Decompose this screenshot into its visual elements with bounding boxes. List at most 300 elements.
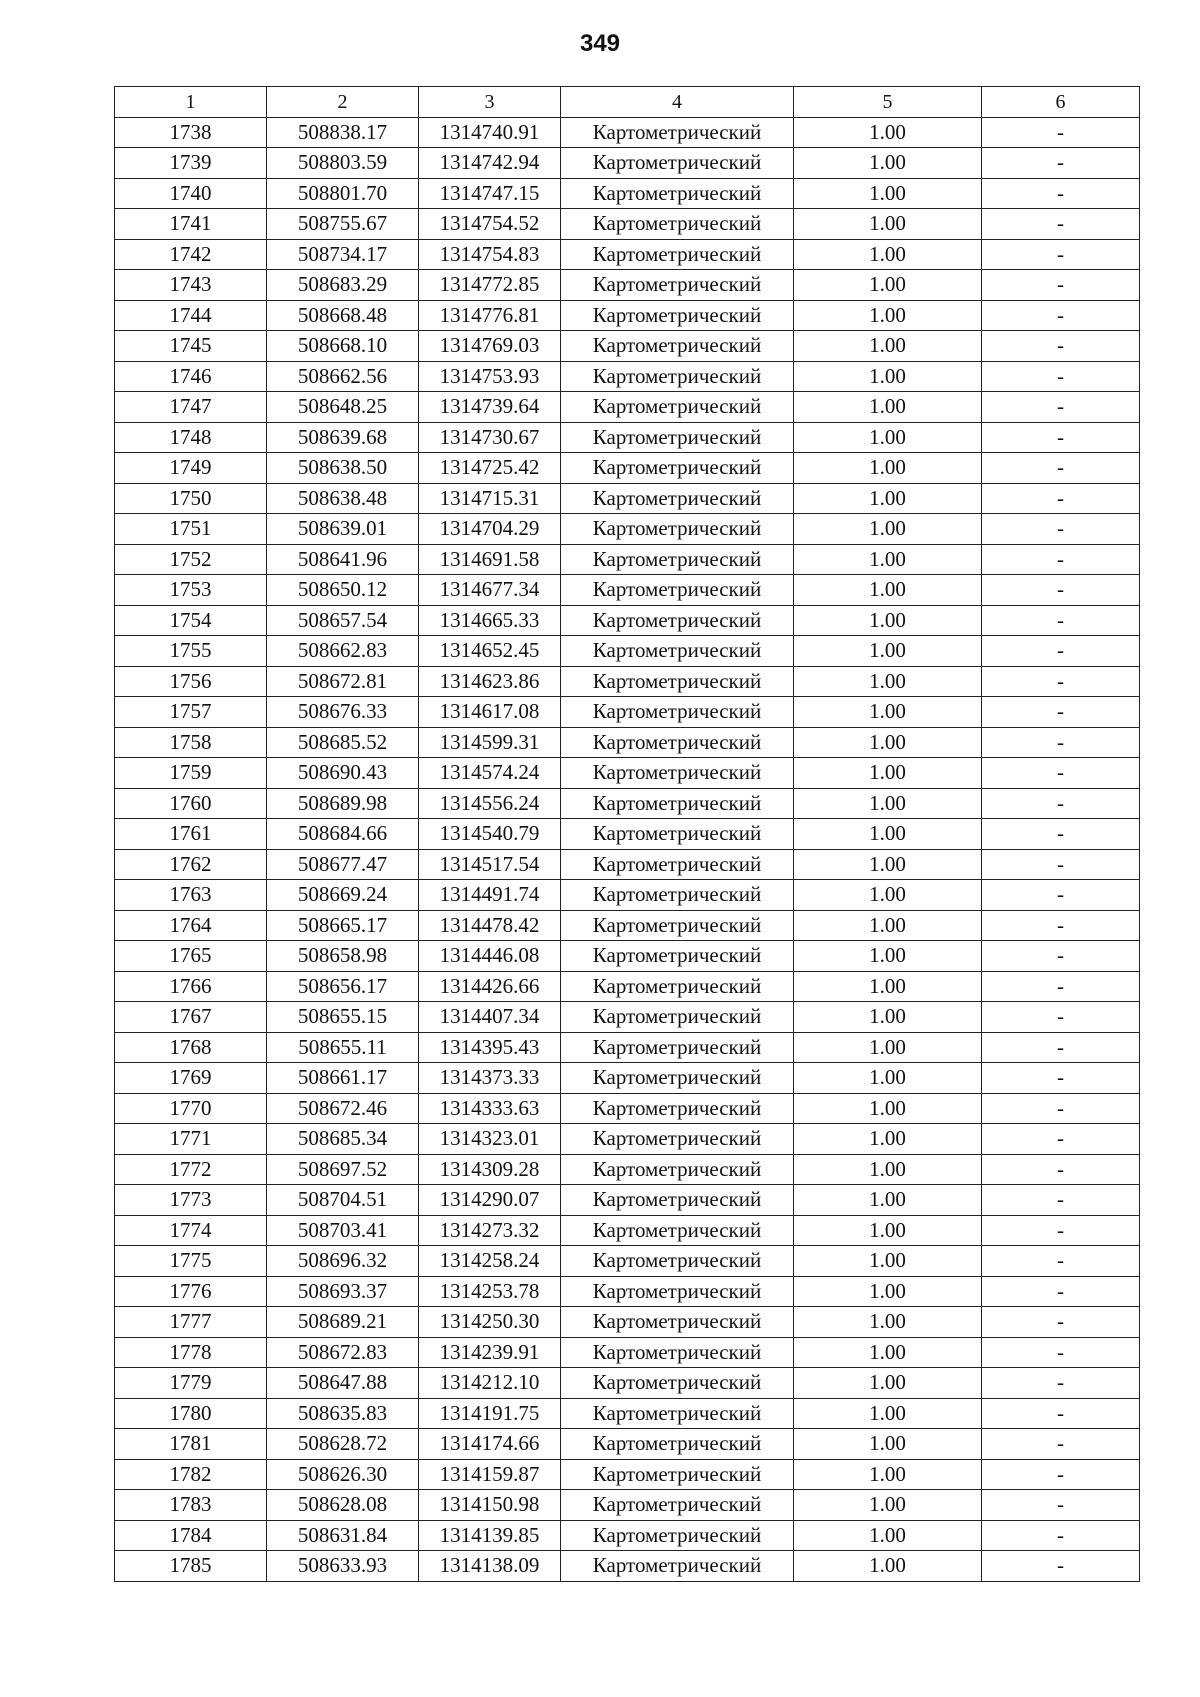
- table-cell: 1780: [115, 1398, 267, 1429]
- table-row: [115, 270, 1140, 301]
- table-cell: 508665.17: [267, 910, 419, 941]
- table-cell: Картометрический: [561, 1368, 794, 1399]
- table-body: [115, 117, 1140, 1581]
- table-cell: Картометрический: [561, 117, 794, 148]
- table-cell: 1751: [115, 514, 267, 545]
- table-cell: 1785: [115, 1551, 267, 1582]
- table-cell: 1314212.10: [419, 1368, 561, 1399]
- table-cell: 1782: [115, 1459, 267, 1490]
- table-cell: 508657.54: [267, 605, 419, 636]
- table-cell: 1.00: [794, 209, 982, 240]
- table-cell: 508693.37: [267, 1276, 419, 1307]
- table-cell: 1755: [115, 636, 267, 667]
- table-cell: 1765: [115, 941, 267, 972]
- table-cell: -: [982, 1368, 1140, 1399]
- column-header: 1: [115, 87, 267, 118]
- table-row: [115, 1002, 1140, 1033]
- table-cell: Картометрический: [561, 1093, 794, 1124]
- table-cell: Картометрический: [561, 331, 794, 362]
- table-row: [115, 971, 1140, 1002]
- table-cell: -: [982, 1307, 1140, 1338]
- table-cell: 1.00: [794, 117, 982, 148]
- table-cell: -: [982, 605, 1140, 636]
- table-cell: 1760: [115, 788, 267, 819]
- table-row: [115, 178, 1140, 209]
- table-cell: 1.00: [794, 941, 982, 972]
- table-cell: Картометрический: [561, 758, 794, 789]
- table-cell: 508684.66: [267, 819, 419, 850]
- table-cell: Картометрический: [561, 1063, 794, 1094]
- table-cell: 1314373.33: [419, 1063, 561, 1094]
- table-cell: 1748: [115, 422, 267, 453]
- table-cell: 1.00: [794, 1307, 982, 1338]
- table-cell: 508703.41: [267, 1215, 419, 1246]
- table-row: [115, 1185, 1140, 1216]
- page-number: 349: [579, 30, 621, 57]
- table-cell: 508639.01: [267, 514, 419, 545]
- table-cell: 1314740.91: [419, 117, 561, 148]
- table-cell: 1314715.31: [419, 483, 561, 514]
- table-row: [115, 1490, 1140, 1521]
- table-cell: 1314426.66: [419, 971, 561, 1002]
- table-cell: -: [982, 697, 1140, 728]
- table-cell: -: [982, 392, 1140, 423]
- table-row: [115, 1368, 1140, 1399]
- table-cell: 508631.84: [267, 1520, 419, 1551]
- table-row: [115, 1520, 1140, 1551]
- table-cell: 508672.81: [267, 666, 419, 697]
- table-cell: 508690.43: [267, 758, 419, 789]
- table-cell: 1.00: [794, 1215, 982, 1246]
- table-cell: -: [982, 1032, 1140, 1063]
- table-cell: 1766: [115, 971, 267, 1002]
- table-cell: 1.00: [794, 1551, 982, 1582]
- table-cell: -: [982, 148, 1140, 179]
- table-cell: 1.00: [794, 1398, 982, 1429]
- table-cell: Картометрический: [561, 1185, 794, 1216]
- table-cell: -: [982, 971, 1140, 1002]
- table-cell: 1314250.30: [419, 1307, 561, 1338]
- table-cell: Картометрический: [561, 1551, 794, 1582]
- table-cell: Картометрический: [561, 1398, 794, 1429]
- table-cell: 1767: [115, 1002, 267, 1033]
- table-cell: 1314174.66: [419, 1429, 561, 1460]
- table-cell: 1.00: [794, 544, 982, 575]
- table-cell: 1.00: [794, 1276, 982, 1307]
- table-cell: Картометрический: [561, 636, 794, 667]
- table-cell: 1314772.85: [419, 270, 561, 301]
- table-row: [115, 697, 1140, 728]
- table-cell: -: [982, 788, 1140, 819]
- table-cell: 1.00: [794, 239, 982, 270]
- table-cell: -: [982, 636, 1140, 667]
- table-cell: 1314556.24: [419, 788, 561, 819]
- table-cell: -: [982, 1215, 1140, 1246]
- table-cell: 508658.98: [267, 941, 419, 972]
- table-cell: 1753: [115, 575, 267, 606]
- table-cell: -: [982, 1063, 1140, 1094]
- table-cell: -: [982, 1337, 1140, 1368]
- table-cell: 1.00: [794, 788, 982, 819]
- table-cell: 1.00: [794, 270, 982, 301]
- table-cell: 1314407.34: [419, 1002, 561, 1033]
- table-cell: Картометрический: [561, 422, 794, 453]
- table-cell: 1779: [115, 1368, 267, 1399]
- table-cell: 1759: [115, 758, 267, 789]
- table-cell: 1.00: [794, 1490, 982, 1521]
- table-cell: 508755.67: [267, 209, 419, 240]
- table-cell: 1784: [115, 1520, 267, 1551]
- table-cell: Картометрический: [561, 727, 794, 758]
- table-cell: 1314691.58: [419, 544, 561, 575]
- table-cell: 1314677.34: [419, 575, 561, 606]
- table-cell: Картометрический: [561, 575, 794, 606]
- table-cell: 508638.48: [267, 483, 419, 514]
- table-cell: 1.00: [794, 819, 982, 850]
- table-cell: -: [982, 331, 1140, 362]
- table-cell: -: [982, 239, 1140, 270]
- table-cell: -: [982, 361, 1140, 392]
- table-row: [115, 361, 1140, 392]
- table-cell: -: [982, 422, 1140, 453]
- table-cell: 508689.98: [267, 788, 419, 819]
- table-cell: 1314258.24: [419, 1246, 561, 1277]
- table-cell: 1314623.86: [419, 666, 561, 697]
- table-cell: 1.00: [794, 1032, 982, 1063]
- table-row: [115, 1246, 1140, 1277]
- table-cell: Картометрический: [561, 1032, 794, 1063]
- table-cell: 1314139.85: [419, 1520, 561, 1551]
- table-cell: -: [982, 1490, 1140, 1521]
- table-cell: 1773: [115, 1185, 267, 1216]
- table-row: [115, 1459, 1140, 1490]
- table-cell: 1.00: [794, 758, 982, 789]
- table-cell: -: [982, 1551, 1140, 1582]
- table-cell: 1314769.03: [419, 331, 561, 362]
- table-cell: 1.00: [794, 727, 982, 758]
- table-cell: 1314159.87: [419, 1459, 561, 1490]
- table-cell: -: [982, 1429, 1140, 1460]
- table-cell: -: [982, 666, 1140, 697]
- table-row: [115, 941, 1140, 972]
- table-cell: 1738: [115, 117, 267, 148]
- table-cell: 1314517.54: [419, 849, 561, 880]
- table-cell: Картометрический: [561, 1002, 794, 1033]
- table-cell: 1.00: [794, 392, 982, 423]
- table-row: [115, 788, 1140, 819]
- table-cell: Картометрический: [561, 1154, 794, 1185]
- table-cell: -: [982, 1185, 1140, 1216]
- table-cell: Картометрический: [561, 209, 794, 240]
- table-cell: 1.00: [794, 422, 982, 453]
- table-cell: -: [982, 1002, 1140, 1033]
- table-cell: 508656.17: [267, 971, 419, 1002]
- table-cell: 1.00: [794, 148, 982, 179]
- table-cell: Картометрический: [561, 270, 794, 301]
- table-cell: 1.00: [794, 331, 982, 362]
- table-cell: 1.00: [794, 697, 982, 728]
- column-header: 5: [794, 87, 982, 118]
- table-cell: 1.00: [794, 361, 982, 392]
- table-cell: 1314446.08: [419, 941, 561, 972]
- table-cell: 1749: [115, 453, 267, 484]
- table-cell: 508704.51: [267, 1185, 419, 1216]
- table-row: [115, 1124, 1140, 1155]
- table-cell: Картометрический: [561, 1459, 794, 1490]
- table-cell: 508683.29: [267, 270, 419, 301]
- table-cell: Картометрический: [561, 483, 794, 514]
- table-cell: -: [982, 880, 1140, 911]
- column-header: 6: [982, 87, 1140, 118]
- table-row: [115, 331, 1140, 362]
- table-cell: 1314333.63: [419, 1093, 561, 1124]
- table-cell: 1739: [115, 148, 267, 179]
- table-cell: 1314273.32: [419, 1215, 561, 1246]
- table-cell: 1314150.98: [419, 1490, 561, 1521]
- table-cell: Картометрический: [561, 941, 794, 972]
- table-cell: 508655.11: [267, 1032, 419, 1063]
- table-cell: 1.00: [794, 1063, 982, 1094]
- table-cell: -: [982, 1276, 1140, 1307]
- table-cell: 1743: [115, 270, 267, 301]
- table-row: [115, 1551, 1140, 1582]
- table-row: [115, 1063, 1140, 1094]
- table-cell: 1758: [115, 727, 267, 758]
- table-cell: 1.00: [794, 971, 982, 1002]
- table-row: [115, 727, 1140, 758]
- table-cell: Картометрический: [561, 300, 794, 331]
- table-cell: -: [982, 1154, 1140, 1185]
- table-cell: -: [982, 575, 1140, 606]
- table-cell: 1.00: [794, 1154, 982, 1185]
- table-cell: Картометрический: [561, 1490, 794, 1521]
- table-cell: Картометрический: [561, 1337, 794, 1368]
- table-cell: 1768: [115, 1032, 267, 1063]
- table-cell: 508672.83: [267, 1337, 419, 1368]
- table-cell: -: [982, 544, 1140, 575]
- table-cell: 508803.59: [267, 148, 419, 179]
- table-cell: 1314239.91: [419, 1337, 561, 1368]
- table-cell: Картометрический: [561, 1124, 794, 1155]
- table-cell: 1777: [115, 1307, 267, 1338]
- table-cell: -: [982, 300, 1140, 331]
- table-cell: 508685.52: [267, 727, 419, 758]
- table-cell: Картометрический: [561, 1215, 794, 1246]
- table-cell: 1314290.07: [419, 1185, 561, 1216]
- table-row: [115, 1154, 1140, 1185]
- table-cell: 508641.96: [267, 544, 419, 575]
- table-row: [115, 1429, 1140, 1460]
- column-header: 2: [267, 87, 419, 118]
- table-cell: -: [982, 1124, 1140, 1155]
- table-cell: 1741: [115, 209, 267, 240]
- table-cell: 508689.21: [267, 1307, 419, 1338]
- table-cell: -: [982, 1520, 1140, 1551]
- table-row: [115, 300, 1140, 331]
- table-cell: 1772: [115, 1154, 267, 1185]
- table-cell: -: [982, 758, 1140, 789]
- table-cell: -: [982, 910, 1140, 941]
- table-cell: 508696.32: [267, 1246, 419, 1277]
- table-row: [115, 1276, 1140, 1307]
- table-cell: Картометрический: [561, 453, 794, 484]
- table-cell: 508662.83: [267, 636, 419, 667]
- table-cell: 1754: [115, 605, 267, 636]
- table-cell: -: [982, 727, 1140, 758]
- table-cell: 508662.56: [267, 361, 419, 392]
- table-cell: 1314704.29: [419, 514, 561, 545]
- table-cell: 508685.34: [267, 1124, 419, 1155]
- table-cell: Картометрический: [561, 1520, 794, 1551]
- table-cell: 1.00: [794, 1520, 982, 1551]
- table-cell: 1.00: [794, 666, 982, 697]
- table-cell: -: [982, 941, 1140, 972]
- table-cell: Картометрический: [561, 544, 794, 575]
- table-cell: 1.00: [794, 300, 982, 331]
- table-cell: 508638.50: [267, 453, 419, 484]
- table-cell: 1763: [115, 880, 267, 911]
- table-cell: 1314730.67: [419, 422, 561, 453]
- table-row: [115, 483, 1140, 514]
- table-cell: 1.00: [794, 1185, 982, 1216]
- table-cell: -: [982, 117, 1140, 148]
- table-cell: 508633.93: [267, 1551, 419, 1582]
- table-row: [115, 1337, 1140, 1368]
- table-cell: 1764: [115, 910, 267, 941]
- table-cell: 1314776.81: [419, 300, 561, 331]
- table-row: [115, 1398, 1140, 1429]
- table-cell: 1314742.94: [419, 148, 561, 179]
- table-cell: 1314478.42: [419, 910, 561, 941]
- table-row: [115, 392, 1140, 423]
- table-cell: 1314754.83: [419, 239, 561, 270]
- table-row: [115, 422, 1140, 453]
- table-cell: 1756: [115, 666, 267, 697]
- table-cell: 1.00: [794, 575, 982, 606]
- table-row: [115, 1215, 1140, 1246]
- table-cell: Картометрический: [561, 605, 794, 636]
- table-cell: 508655.15: [267, 1002, 419, 1033]
- table-cell: 508648.25: [267, 392, 419, 423]
- table-cell: 1776: [115, 1276, 267, 1307]
- table-cell: 1747: [115, 392, 267, 423]
- table-cell: 1314725.42: [419, 453, 561, 484]
- table-cell: 1.00: [794, 605, 982, 636]
- table-cell: 1314491.74: [419, 880, 561, 911]
- table-cell: 508838.17: [267, 117, 419, 148]
- table-cell: -: [982, 483, 1140, 514]
- coordinates-table: [114, 86, 1140, 1582]
- table-cell: Картометрический: [561, 910, 794, 941]
- table-cell: 508635.83: [267, 1398, 419, 1429]
- table-cell: 1314753.93: [419, 361, 561, 392]
- table-row: [115, 117, 1140, 148]
- table-cell: Картометрический: [561, 849, 794, 880]
- table-cell: 1314754.52: [419, 209, 561, 240]
- table-cell: 1.00: [794, 483, 982, 514]
- table-cell: -: [982, 178, 1140, 209]
- table-cell: 1314309.28: [419, 1154, 561, 1185]
- table-row: [115, 605, 1140, 636]
- table-cell: Картометрический: [561, 1246, 794, 1277]
- table-cell: 508647.88: [267, 1368, 419, 1399]
- table-cell: 508677.47: [267, 849, 419, 880]
- table-row: [115, 1032, 1140, 1063]
- table-cell: 1314599.31: [419, 727, 561, 758]
- table-row: [115, 910, 1140, 941]
- table-cell: 1744: [115, 300, 267, 331]
- table-row: [115, 849, 1140, 880]
- table-row: [115, 758, 1140, 789]
- table-cell: 508628.08: [267, 1490, 419, 1521]
- table-cell: 1752: [115, 544, 267, 575]
- table-cell: -: [982, 1093, 1140, 1124]
- table-cell: 1.00: [794, 453, 982, 484]
- table-cell: 1.00: [794, 910, 982, 941]
- table-cell: Картометрический: [561, 148, 794, 179]
- column-header: 4: [561, 87, 794, 118]
- table-cell: 508628.72: [267, 1429, 419, 1460]
- table-cell: 508668.10: [267, 331, 419, 362]
- table-cell: 1.00: [794, 1337, 982, 1368]
- table-row: [115, 239, 1140, 270]
- table-cell: 1.00: [794, 1368, 982, 1399]
- table-row: [115, 514, 1140, 545]
- table-row: [115, 575, 1140, 606]
- table-cell: Картометрический: [561, 666, 794, 697]
- table-cell: 1775: [115, 1246, 267, 1277]
- table-cell: 1314323.01: [419, 1124, 561, 1155]
- table-cell: 508669.24: [267, 880, 419, 911]
- table-row: [115, 544, 1140, 575]
- table-cell: 1774: [115, 1215, 267, 1246]
- table-cell: 1314739.64: [419, 392, 561, 423]
- table-cell: Картометрический: [561, 1429, 794, 1460]
- table-row: [115, 819, 1140, 850]
- table-cell: 1.00: [794, 1124, 982, 1155]
- table-cell: 1314652.45: [419, 636, 561, 667]
- table-row: [115, 666, 1140, 697]
- table-cell: 1783: [115, 1490, 267, 1521]
- table-cell: 1781: [115, 1429, 267, 1460]
- table-cell: 1314574.24: [419, 758, 561, 789]
- table-cell: 1770: [115, 1093, 267, 1124]
- table-row: [115, 880, 1140, 911]
- table-cell: 1746: [115, 361, 267, 392]
- table-cell: Картометрический: [561, 819, 794, 850]
- table-cell: 1750: [115, 483, 267, 514]
- table-cell: 1.00: [794, 880, 982, 911]
- table-cell: Картометрический: [561, 880, 794, 911]
- table-cell: Картометрический: [561, 514, 794, 545]
- table-cell: 1.00: [794, 178, 982, 209]
- table-cell: Картометрический: [561, 1307, 794, 1338]
- table-row: [115, 1307, 1140, 1338]
- table-cell: Картометрический: [561, 178, 794, 209]
- table-cell: Картометрический: [561, 392, 794, 423]
- table-cell: -: [982, 849, 1140, 880]
- table-cell: 508734.17: [267, 239, 419, 270]
- table-cell: 1.00: [794, 636, 982, 667]
- table-cell: 508639.68: [267, 422, 419, 453]
- table-cell: 1314395.43: [419, 1032, 561, 1063]
- column-header: 3: [419, 87, 561, 118]
- table-cell: 1762: [115, 849, 267, 880]
- table-cell: Картометрический: [561, 361, 794, 392]
- table-cell: -: [982, 819, 1140, 850]
- table-cell: Картометрический: [561, 239, 794, 270]
- table-cell: 1742: [115, 239, 267, 270]
